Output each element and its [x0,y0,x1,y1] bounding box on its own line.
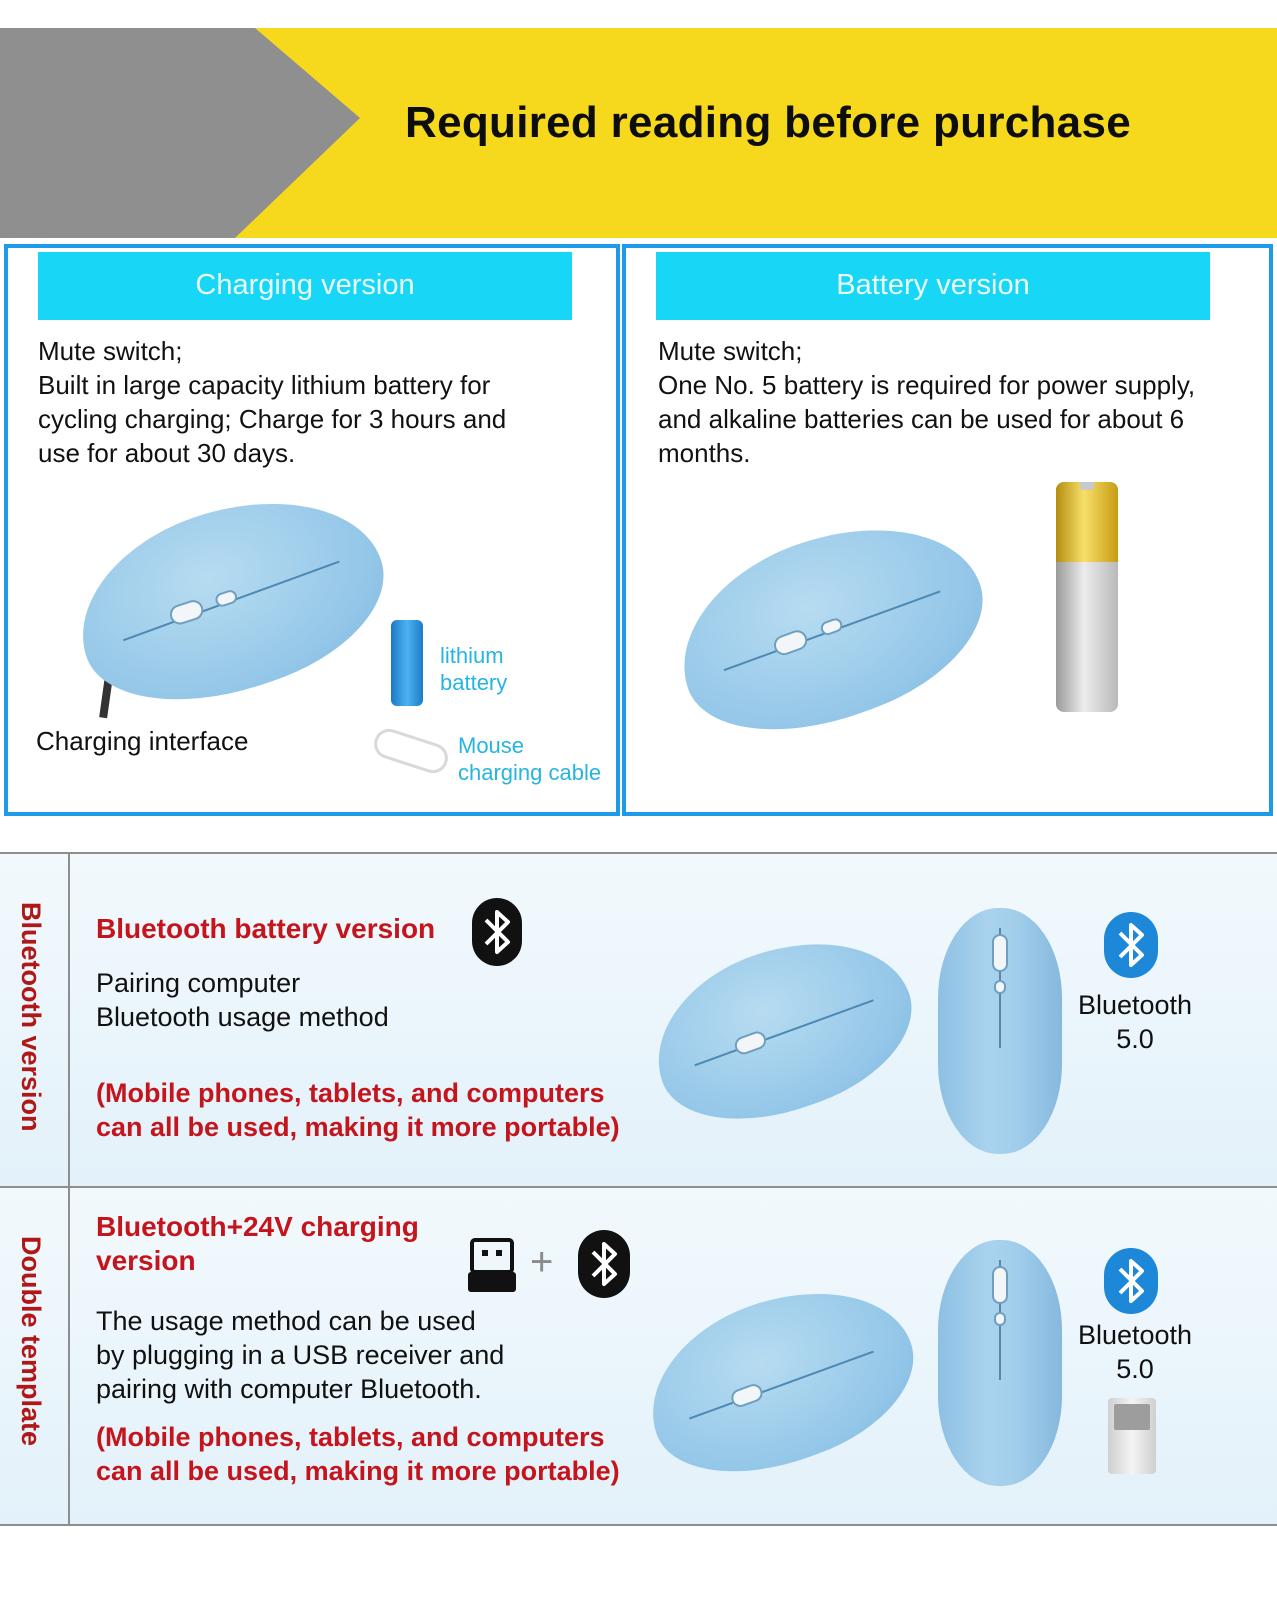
bluetooth-version-side-label: Bluetooth version [16,902,46,1132]
battery-mouse-image [655,490,1008,765]
cable-label-line-2: charging cable [458,760,602,785]
double-mouse-top-image [938,1240,1062,1486]
mouse-seam [694,999,873,1066]
charging-interface-label: Charging interface [36,726,249,756]
usb-dongle-image [1108,1398,1156,1474]
double-note-line-2: can all be used, making it more portable) [96,1456,620,1486]
double-title-line-1: Bluetooth+24V charging [96,1211,419,1242]
battery-description [658,334,1195,470]
double-usage-text [96,1304,504,1406]
charging-line-2: Built in large capacity lithium battery for [38,370,491,400]
bluetooth-body-line-2: Bluetooth usage method [96,1002,389,1032]
row-divider-bottom [0,1524,1277,1526]
battery-version-panel [622,244,1273,816]
bluetooth-icon [472,898,522,966]
charging-cable-image [370,725,452,777]
row-label-divider-lower [68,1188,70,1524]
double-body-line-3: pairing with computer Bluetooth. [96,1374,482,1404]
bluetooth-logo-icon-double [1104,1248,1158,1314]
lithium-battery-image [391,620,423,706]
bt-caption-line-2: 5.0 [1116,1024,1154,1054]
charging-line-4: use for about 30 days. [38,438,296,468]
bluetooth-logo-icon [1104,912,1158,978]
bluetooth-mouse-top-image [938,908,1062,1154]
cable-label-line-1: Mouse [458,733,525,758]
mouse-wheel [732,1029,768,1057]
mouse-seam [689,1351,874,1420]
battery-line-3: and alkaline batteries can be used for about 6 [658,404,1185,434]
battery-line-2: One No. 5 battery is required for power supply, [658,370,1196,400]
banner-arrow-shape [0,28,360,238]
bt-caption-line-1: Bluetooth [1077,990,1193,1020]
charging-line-3: cycling charging; Charge for 3 hours and [38,404,507,434]
mouse-button [994,1312,1006,1326]
mouse-wheel [167,598,206,628]
charging-line-1: Mute switch; [38,336,183,366]
double-template-title [96,1210,419,1278]
bluetooth-note-line-2: can all be used, making it more portable) [96,1112,620,1142]
double-template-side-label: Double template [16,1236,46,1447]
double-bt-caption-line-2: 5.0 [1116,1354,1154,1384]
mouse-wheel [729,1382,765,1410]
charging-version-panel [4,244,620,816]
usb-dongle-plug [1114,1404,1150,1430]
mouse-wheel [992,934,1008,972]
mouse-button [994,980,1006,994]
double-title-line-2: version [96,1245,196,1276]
aa-battery-image [1056,482,1118,712]
battery-line-4: months. [658,438,751,468]
battery-gold-band [1056,482,1118,562]
bluetooth-version-caption [1072,988,1198,1056]
mouse-wheel [771,627,810,657]
bluetooth-body-line-1: Pairing computer [96,968,301,998]
lithium-label-line-1: lithium [440,643,504,668]
charging-cable-label [458,732,601,786]
lithium-label-line-2: battery [440,670,508,695]
bluetooth-battery-title: Bluetooth battery version [96,913,436,944]
usb-receiver-icon [466,1236,518,1294]
charging-description [38,334,506,470]
banner-title: Required reading before purchase [405,98,1131,147]
double-body-line-2: by plugging in a USB receiver and [96,1340,505,1370]
battery-version-header: Battery version [656,252,1210,320]
charging-version-header: Charging version [38,252,572,320]
banner [0,28,1277,238]
bluetooth-usage-text [96,966,389,1034]
lithium-battery-label [440,642,507,696]
battery-terminal [1080,482,1094,490]
mouse-button [214,588,239,608]
double-bt-caption-line-1: Bluetooth [1077,1320,1193,1350]
double-bluetooth-caption [1072,1318,1198,1386]
double-note-line-1: (Mobile phones, tablets, and computers [96,1422,605,1452]
bluetooth-note-line-1: (Mobile phones, tablets, and computers [96,1078,605,1108]
mouse-wheel [992,1266,1008,1304]
battery-line-1: Mute switch; [658,336,803,366]
double-body-line-1: The usage method can be used [96,1306,476,1336]
bluetooth-icon-double [578,1230,630,1298]
double-portable-note [96,1420,620,1488]
bluetooth-portable-note [96,1076,620,1144]
plus-sign: + [530,1240,554,1284]
